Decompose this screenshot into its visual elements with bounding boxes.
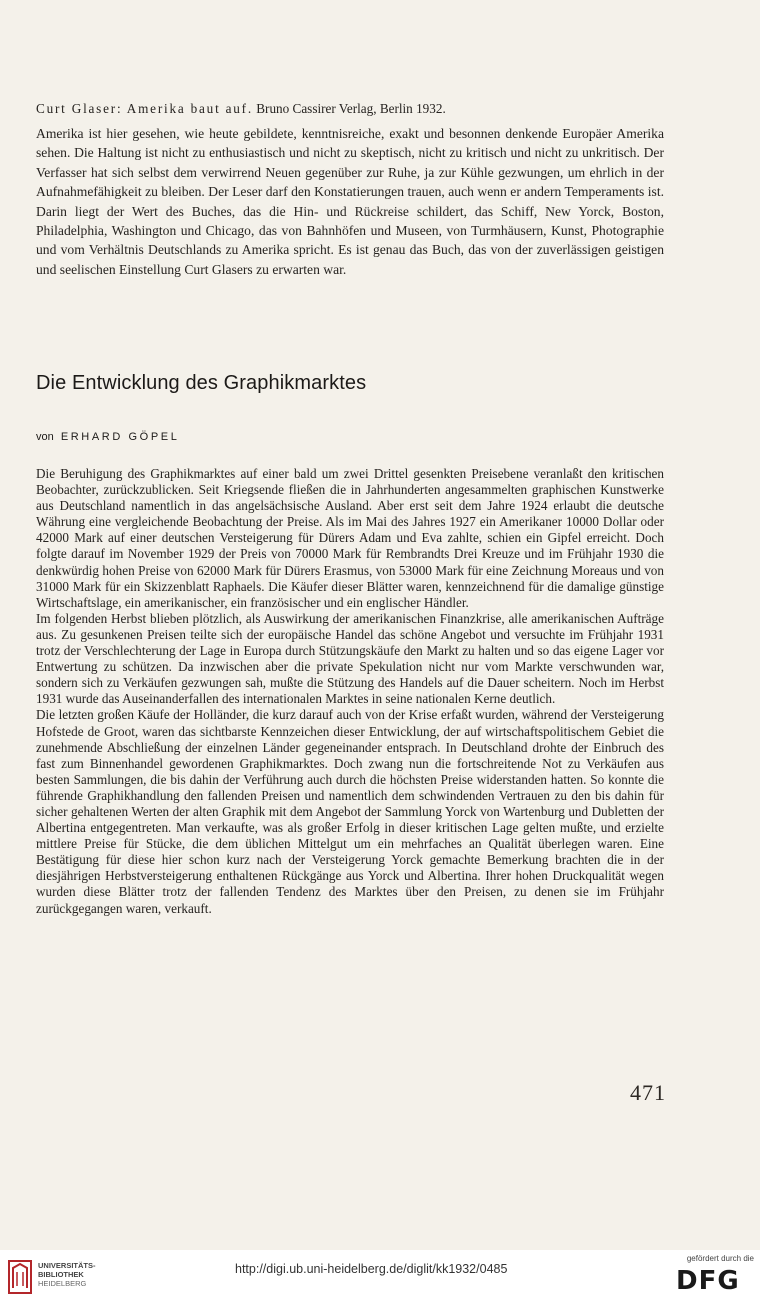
page-number: 471 [630,1080,666,1105]
byline-author: ERHARD GÖPEL [60,431,180,443]
review-publisher: Bruno Cassirer Verlag, Berlin 1932. [256,101,446,116]
library-name-line-2: BIBLIOTHEK [38,1270,84,1279]
review-heading [36,100,676,118]
article-body [36,466,664,917]
source-url-link[interactable]: http://digi.ub.uni-heidelberg.de/diglit/kk1932/0485 [235,1262,508,1276]
byline-prefix: von [36,431,54,443]
dfg-logo[interactable]: DFG [676,1266,740,1296]
article-title: Die Entwicklung des Graphikmarktes [36,372,367,394]
library-name-line-3: HEIDELBERG [38,1279,87,1288]
digitization-footer [0,1250,760,1303]
article-byline [36,430,179,444]
review-paragraph: Amerika ist hier gesehen, wie heute gebildete, kenntnisreiche, exakt und besonnen denkende Europäer Amerika sehen. Die Haltung ist nicht zu enthusiastisch und nicht zu skeptisch, nicht zu kritisch und nicht zu unkritisch. Der Verfasser hat sich selbst dem verwirrend Neuen gegenüber zur Ruhe, ja zur Kühle gezwungen, um ehrlich in der Aufnahmefähigkeit zu bleiben. Der Leser darf den Konstatierungen trauen, auch wenn er andern Temperaments ist. Darin liegt der Wert des Buches, das die Hin- und Rückreise schildert, das Schiff, New Yorck, Boston, Philadelphia, Washington und Chicago, das von Bahnhöfen und Museen, von Turmhäusern, Kunst, Photographie und vom Verhältnis Deutschlands zu Amerika spricht. Es ist genau das Buch, das von der zuverlässigen geistigen und seelischen Einstellung Curt Glasers zu erwarten war. [36,126,664,277]
library-emblem-icon [8,1260,32,1294]
article-paragraph-2: Im folgenden Herbst blieben plötzlich, als Auswirkung der amerikanischen Finanzkrise, alle amerikanischen Aufträge aus. Zu gesunkenen Preisen teilte sich der europäische Handel das schöne Angebot und versuchte im Frühjahr 1931 trotz der Verschlechterung der Lage in Europa durch Stützungskäufe den Markt zu halten und so das eigene Lager vor Entwertung zu schützen. Da inzwischen aber die private Spekulation nicht nur vom Markte verschwunden war, sondern sich zu Verkäufen gezwungen sah, mußte die Stützung des Handels auf die Dauer scheitern. Noch im Herbst 1931 wurde das Auseinanderfallen des internationalen Marktes in seine nationalen Kerne deutlich. [36,610,664,707]
article-paragraph-3: Die letzten großen Käufe der Holländer, die kurz darauf auch von der Krise erfaßt wurden, während der Versteigerung Hofstede de Groot, waren das sichtbarste Kennzeichen dieser Entwicklung, der auf wirtschaftspolitischem Gebiet die zunehmende Abschließung der einzelnen Länder gegeneinander entsprach. In Deutschland drohte der Einbruch des fast zum Binnenhandel gewordenen Graphikmarktes. Doch zwang nun die fortschreitende Not zu Verkäufen aus besten Sammlungen, die bis dahin der Verführung auch durch die höchsten Preise widerstanden hatten. So konnte die führende Graphikhandlung den fallenden Preisen und namentlich dem schwindenden Vertrauen zu den bis dahin für sicher gehaltenen Werten der alten Graphik mit dem Angebot der Sammlung Yorck von Wartenburg und Dubletten der Albertina entgegentreten. Man verkaufte, was als großer Erfolg in dieser kritischen Lage gelten mußte, und erzielte mittlere Preise für Stücke, die dem üblichen Mittelgut um ein mehrfaches an Qualität überlegen waren. Eine Bestätigung für diese hier schon kurz nach der Versteigerung Yorck gemachte Bemerkung brachten die in der diesjährigen Herbstversteigerung enthaltenen Rückgänge aus Yorck und Albertina. Ihrer hohen Druckqualität wegen wurden diese Blätter trotz der fallenden Tendenz des Marktes über den Preisen, zu denen sie im Frühjahr zurückgegangen waren, verkauft. [36,707,664,916]
university-library-logo[interactable] [8,1258,148,1298]
review-book-author-title: Curt Glaser: Amerika baut auf. [36,101,253,116]
library-name-line-1: UNIVERSITÄTS- [38,1261,96,1270]
review-text [36,124,664,279]
funding-note: gefördert durch die [686,1254,754,1263]
article-paragraph-1: Die Beruhigung des Graphikmarktes auf einer bald um zwei Drittel gesenkten Preisebene veranlaßt den kritischen Beobachter, zurückzublicken. Seit Kriegsende fließen die in Jahrhunderten angesammelten graphischen Kunstwerke aus Deutschland namentlich in das angelsächsische Ausland. Aber erst seit dem Jahre 1924 erlaubt die deutsche Währung eine vergleichende Beobachtung der Preise. Als im Mai des Jahres 1927 ein Amerikaner 10000 Dollar oder 42000 Mark auf einer deutschen Versteigerung für Dürers Adam und Eva zahlte, schien ein Gipfel erreicht. Doch folgte darauf im November 1929 der Preis von 70000 Mark für Rembrandts Drei Kreuze und im Frühjahr 1930 die denkwürdig hohen Preise von 62000 Mark für Dürers Erasmus, von 53000 Mark für eine Zeichnung Moreaus und von 31000 Mark für ein Skizzenblatt Raphaels. Die Käufer dieser Blätter waren, kennzeichnend für die damalige günstige Wirtschaftslage, ein amerikanischer, ein französischer und ein englischer Händler. [36,466,664,610]
